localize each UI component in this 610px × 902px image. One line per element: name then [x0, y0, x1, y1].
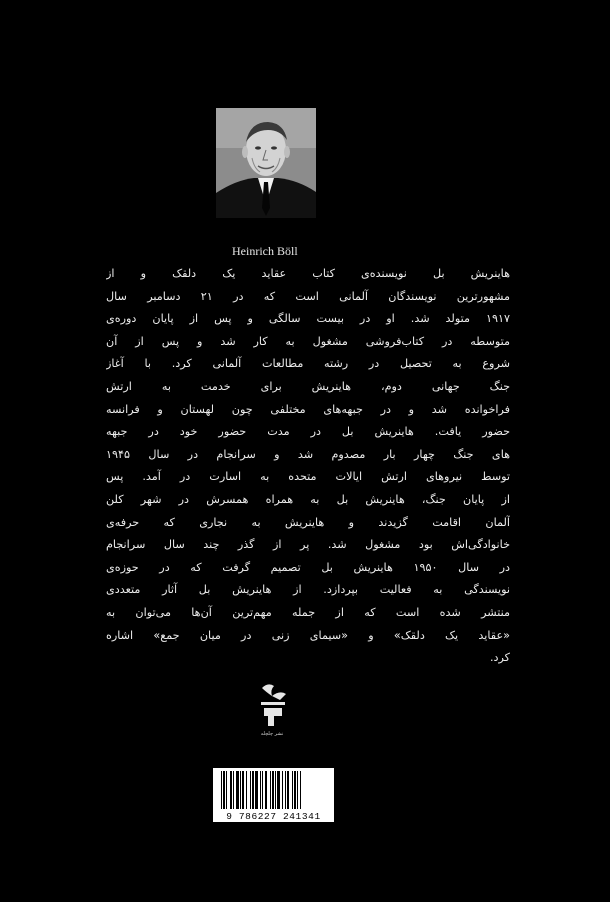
author-portrait — [216, 108, 316, 218]
barcode-bar — [242, 771, 244, 809]
bio-line: ۱۹۱۷ متولد شد. او در بیست سالگی و پس از پایان دوره‌ی — [106, 312, 510, 326]
barcode-bar — [260, 771, 261, 809]
swallow-bird-logo-icon — [258, 680, 288, 730]
barcode-bar — [230, 771, 232, 809]
barcode-bar — [265, 771, 267, 809]
author-biography — [106, 263, 510, 670]
barcode-bar — [297, 771, 298, 809]
bio-line: نویسندگی به فعالیت بپردازد. از هاینریش بل آثار متعددی — [106, 583, 510, 597]
bio-line: از پایان جنگ، هاینریش بل به همراه همسرش در شهر کلن — [106, 492, 510, 506]
barcode-bar — [240, 771, 241, 809]
barcode-bars — [213, 768, 334, 811]
bio-line: در سال ۱۹۵۰ هاینریش بل تصمیم گرفت که در حوزه‌ی — [106, 560, 510, 574]
isbn-digits: 9 786227 241341 — [226, 811, 321, 822]
barcode-bar — [223, 771, 225, 809]
bio-line: حضور یافت. هاینریش بل در مدت حضور خود در جبهه — [106, 425, 510, 439]
barcode-bar — [277, 771, 280, 809]
bio-line: خانوادگی‌اش بود مشغول شد. پر از گذر چند سال سرانجام — [106, 538, 510, 552]
author-name-latin: Heinrich Böll — [232, 244, 298, 258]
barcode-bar — [236, 771, 239, 809]
barcode-bar — [252, 771, 254, 809]
barcode-bar — [287, 771, 289, 809]
bio-line: فراخوانده شد و در جبهه‌های مختلفی چون لهستان و فرانسه — [106, 402, 510, 416]
bio-line: مشهورترین نویسندگان آلمانی است که در ۲۱ دسامبر سال — [106, 289, 510, 303]
publisher-caption: نشر چلچله — [260, 731, 284, 737]
bio-line: متوسطه در کتاب‌فروشی مشغول به کار شد و پس از آن — [106, 334, 510, 348]
bio-line: «عقاید یک دلقک» و «سیمای زنی در میان جمع» اشاره — [106, 628, 510, 642]
bio-line: شروع به تحصیل در رشته مطالعات آلمانی کرد. با آغاز — [106, 357, 510, 371]
barcode-bar — [282, 771, 283, 809]
barcode-bar — [275, 771, 276, 809]
barcode-bar — [294, 771, 296, 809]
bio-line: هاینریش بل نویسنده‌ی کتاب عقاید یک دلقک و از — [106, 267, 510, 280]
bio-line: کرد. — [489, 651, 510, 665]
isbn-barcode — [213, 768, 334, 822]
barcode-bar — [221, 771, 222, 809]
bio-line: منتشر شده است که از جمله مهم‌ترین آن‌ها می‌توان به — [106, 605, 510, 619]
barcode-bar — [272, 771, 274, 809]
bio-line: های جنگ چهار بار مصدوم شد و سرانجام در سال ۱۹۴۵ — [106, 447, 510, 461]
barcode-bar — [285, 771, 286, 809]
bio-line: جنگ جهانی دوم، هاینریش برای خدمت به ارتش — [106, 379, 510, 393]
barcode-bar — [246, 771, 247, 809]
bio-line: آلمان اقامت گزیدند و هاینریش به نجاری که حرفه‌ی — [106, 515, 510, 529]
barcode-bar — [292, 771, 293, 809]
barcode-bar — [226, 771, 227, 809]
barcode-bar — [262, 771, 263, 809]
barcode-bar — [255, 771, 258, 809]
barcode-bar — [233, 771, 234, 809]
barcode-bar — [250, 771, 251, 809]
bio-line: توسط نیروهای ارتش ایالات متحده به اسارت در آمد. پس — [106, 470, 510, 484]
barcode-bar — [270, 771, 271, 809]
barcode-bar — [300, 771, 301, 809]
